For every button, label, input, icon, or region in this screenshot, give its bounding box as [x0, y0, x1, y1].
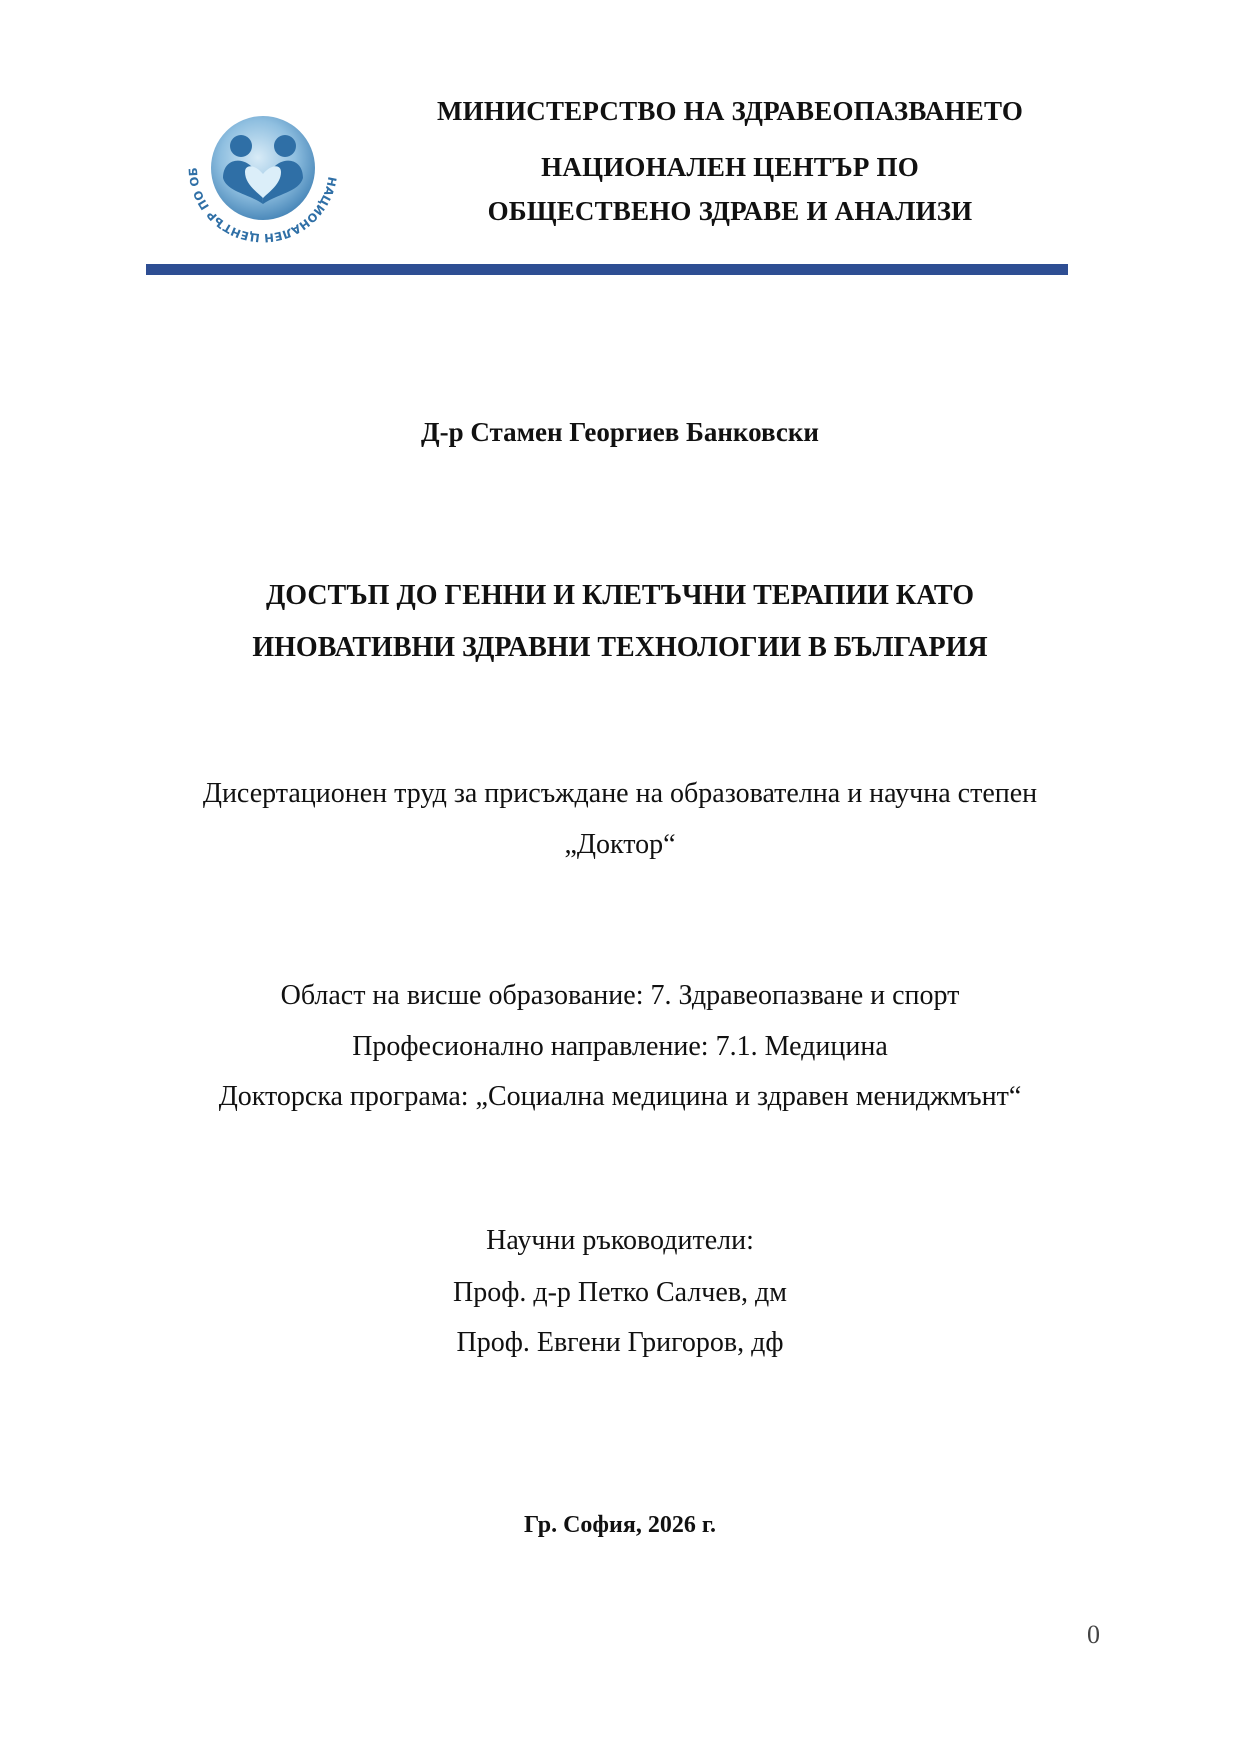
supervisor-name: Проф. Евгени Григоров, дф [456, 1327, 784, 1358]
ncpha-logo [183, 88, 343, 248]
dissertation-degree: „Доктор“ [564, 829, 676, 860]
thesis-title-line2: ИНОВАТИВНИ ЗДРАВНИ ТЕХНОЛОГИИ В БЪЛГАРИЯ [252, 632, 988, 663]
doctoral-program: Докторска програма: „Социална медицина и здравен мениджмънт“ [218, 1081, 1022, 1112]
supervisors-label: Научни ръководители: [486, 1225, 754, 1256]
logo-emblem-icon [183, 88, 343, 248]
page-number: 0 [1087, 1620, 1100, 1649]
author-name: Д-р Стамен Георгиев Банковски [421, 417, 819, 447]
thesis-title-line1: ДОСТЪП ДО ГЕННИ И КЛЕТЪЧНИ ТЕРАПИИ КАТО [265, 580, 975, 611]
city-year: Гр. София, 2026 г. [523, 1512, 717, 1538]
supervisor-name: Проф. д-р Петко Салчев, дм [452, 1277, 788, 1308]
svg-text:НАЦИОНАЛЕН ЦЕНТЪР ПО ОБЩЕСТВЕН: НАЦИОНАЛЕН ЦЕНТЪР ПО ОБ [185, 167, 340, 246]
ministry-title: МИНИСТЕРСТВО НА ЗДРАВЕОПАЗВАНЕТО [436, 96, 1024, 126]
dissertation-line1: Дисертационен труд за присъждане на образователна и научна степен [202, 778, 1038, 809]
field-of-education: Област на висше образование: 7. Здравеопазване и спорт [280, 980, 960, 1011]
header-rule [146, 264, 1068, 275]
center-name-line1: НАЦИОНАЛЕН ЦЕНТЪР ПО [541, 152, 919, 182]
professional-direction: Професионално направление: 7.1. Медицина [352, 1031, 888, 1062]
center-name-line2: ОБЩЕСТВЕНО ЗДРАВЕ И АНАЛИЗИ [487, 196, 973, 226]
